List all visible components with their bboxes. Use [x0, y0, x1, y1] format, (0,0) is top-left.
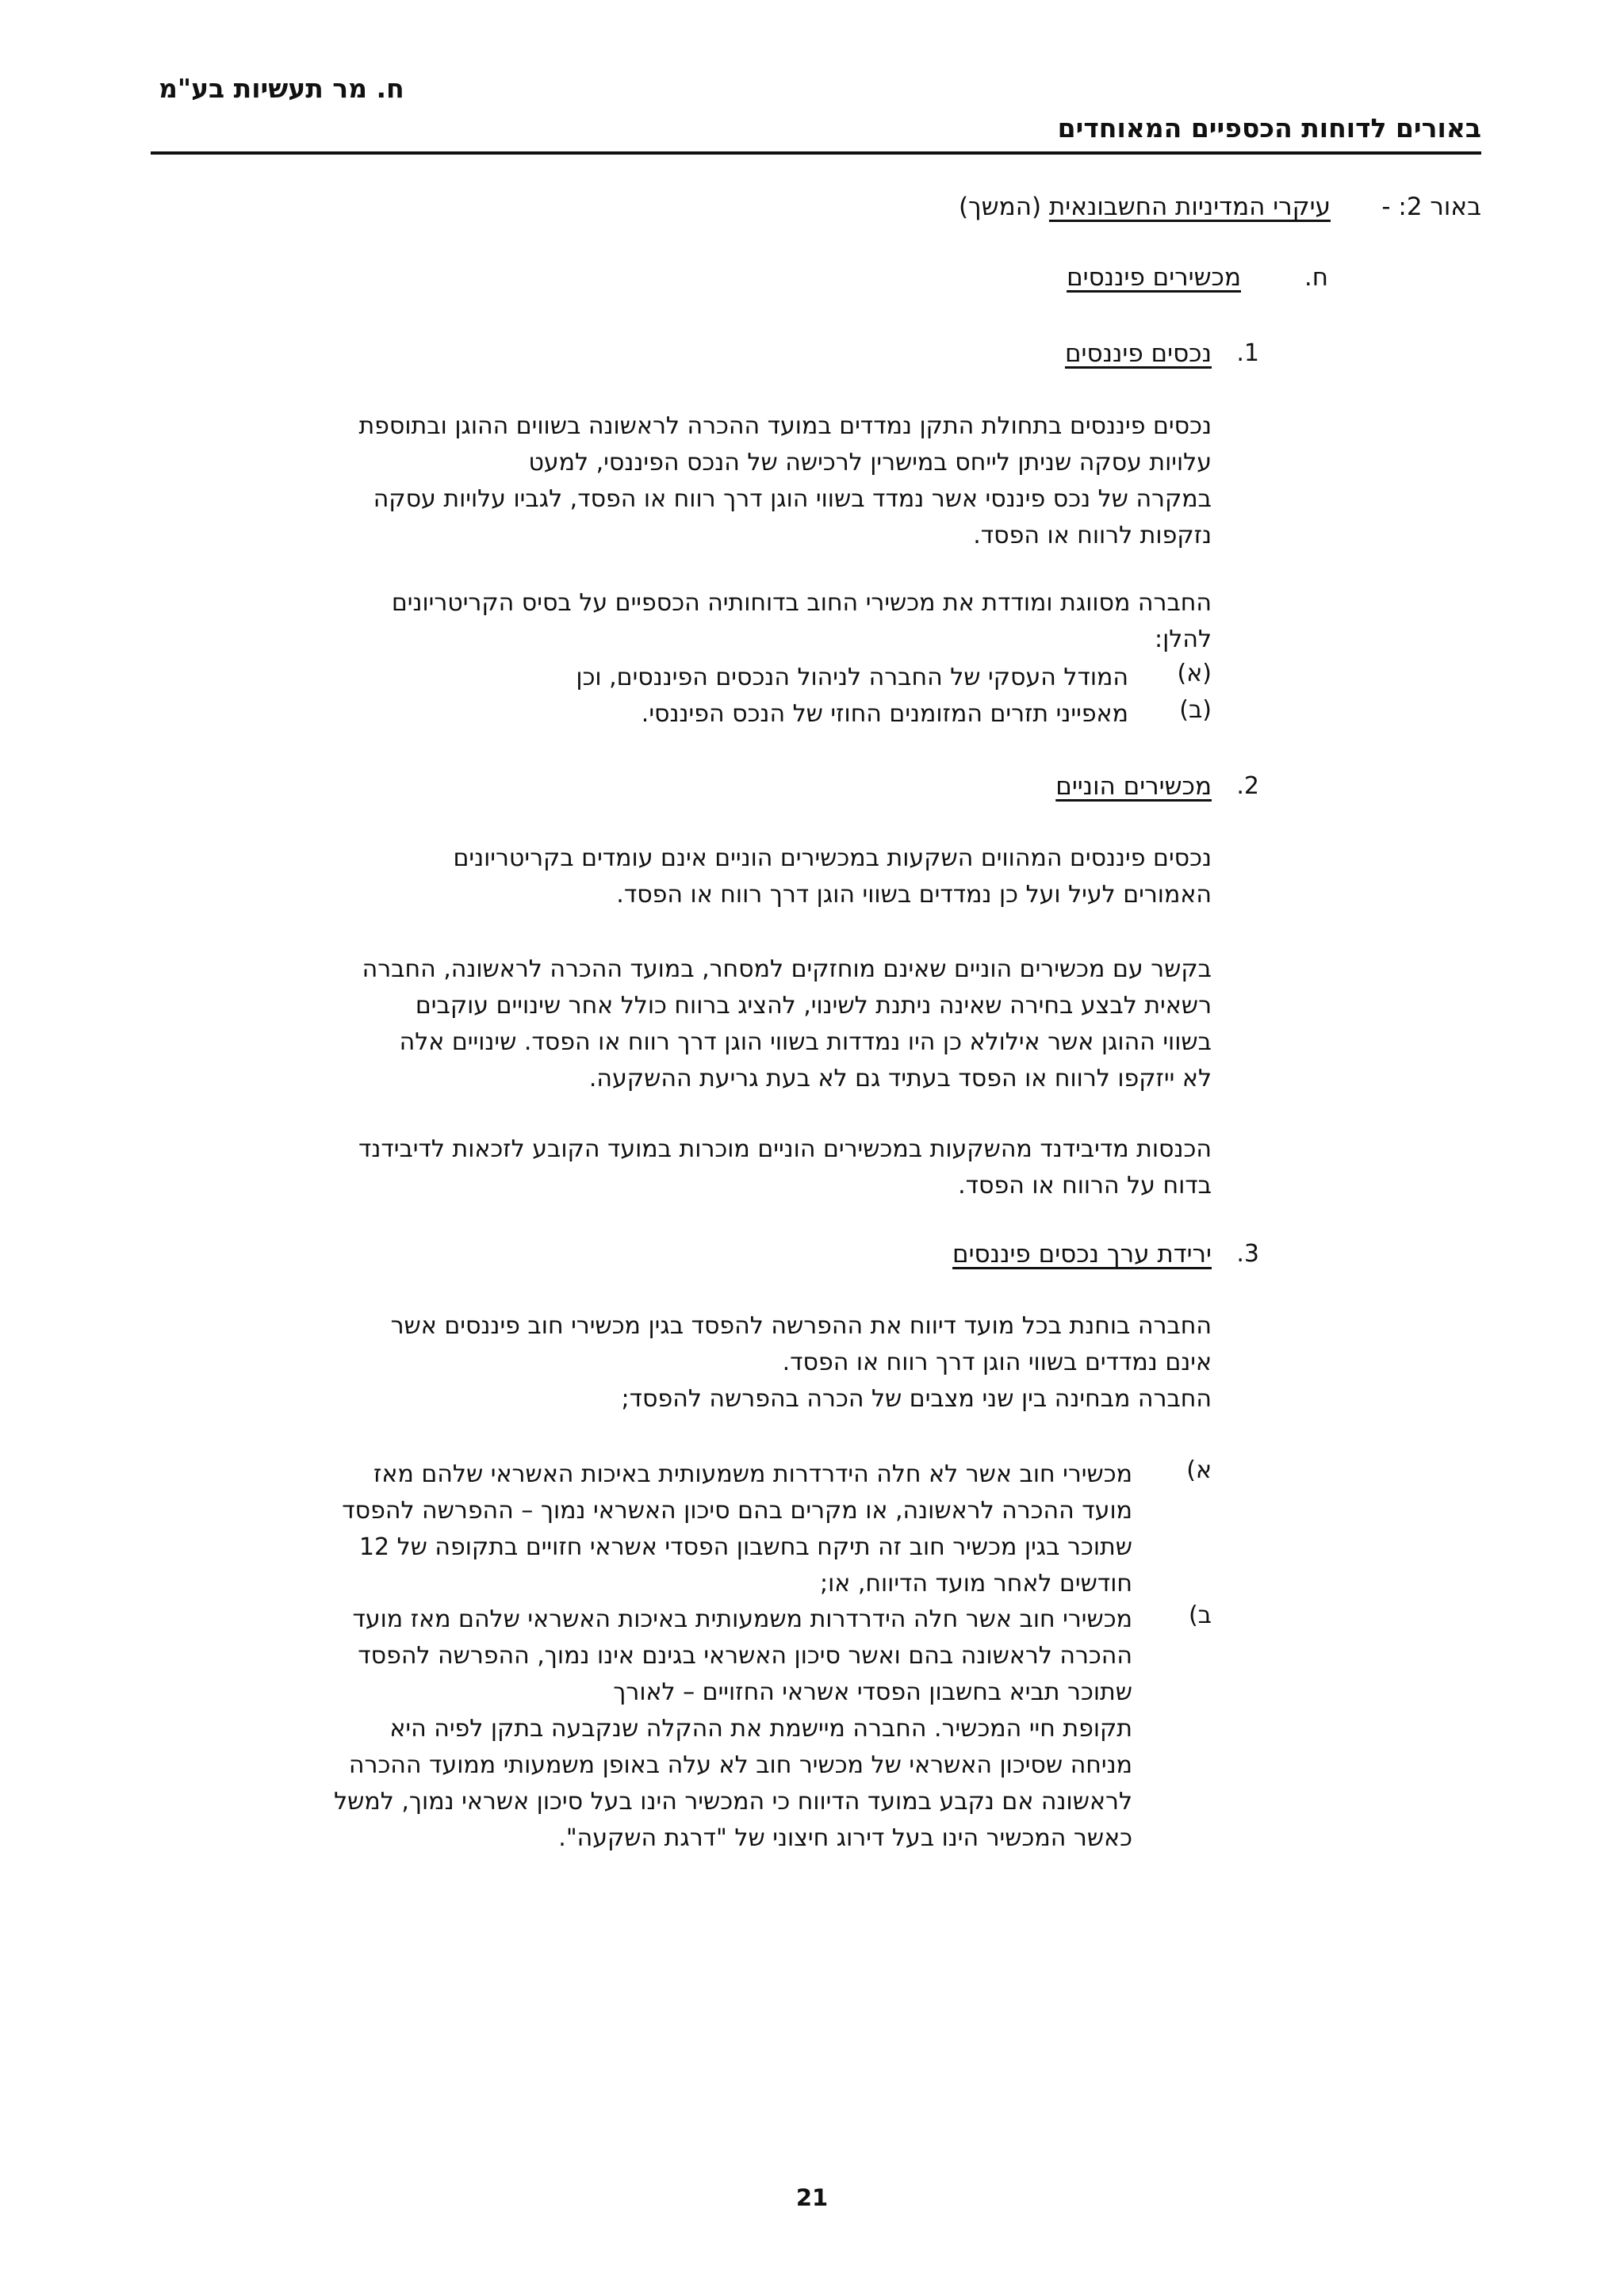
paragraph-line: עלויות עסקה שניתן לייחס במישרין לרכישה של הנכס הפיננסי, למעט	[528, 449, 1212, 476]
note-title	[959, 193, 1331, 221]
item-marker: ב)	[1188, 1601, 1212, 1629]
sub1-number: 1.	[1236, 339, 1259, 367]
paragraph-line: האמורים לעיל ועל כן נמדדים בשווי הוגן דרך רווח או הפסד.	[616, 881, 1212, 909]
paragraph-line: רשאית לבצע בחירה שאינה ניתנת לשינוי, להציג ברווח כולל אחר שינויים עוקבים	[415, 992, 1212, 1020]
sub2-paragraph-3	[155, 1131, 1212, 1204]
paragraph-line: נזקפות לרווח או הפסד.	[973, 522, 1212, 549]
item-marker: א)	[1186, 1456, 1212, 1484]
paragraph-line: שתוכר בגין מכשיר חוב זה תיקח בחשבון הפסדי אשראי חזויים בתקופה של 12	[358, 1533, 1132, 1561]
sub2-title: מכשירים הוניים	[1055, 772, 1212, 801]
paragraph-line: בקשר עם מכשירים הוניים שאינם מוחזקים למסחר, במועד ההכרה לראשונה, החברה	[362, 955, 1212, 983]
paragraph-line: החברה מבחינה בין שני מצבים של הכרה בהפרשה להפסד;	[621, 1385, 1212, 1413]
note-label: באור 2: -	[1381, 193, 1481, 221]
paragraph-line: נכסים פיננסים המהווים השקעות במכשירים הוניים אינם עומדים בקריטריונים	[453, 844, 1212, 872]
paragraph-line: במקרה של נכס פיננסי אשר נמדד בשווי הוגן דרך רווח או הפסד, לגביו עלויות עסקה	[373, 485, 1212, 513]
paragraph-line: בשווי ההוגן אשר אילולא כן היו נמדדות בשווי הוגן דרך רווח או הפסד. שינויים אלה	[399, 1028, 1212, 1056]
criteria-marker: (א)	[1177, 660, 1212, 687]
criteria-text: המודל העסקי של החברה לניהול הנכסים הפיננסים, וכן	[576, 664, 1128, 691]
paragraph-line: אינם נמדדים בשווי הוגן דרך רווח או הפסד.	[782, 1349, 1212, 1376]
page-number: 21	[795, 2184, 829, 2211]
sub3-paragraph-1	[155, 1308, 1212, 1418]
paragraph-line: בדוח על הרווח או הפסד.	[958, 1172, 1212, 1200]
paragraph-line: תקופת חיי המכשיר. החברה מיישמת את ההקלה שנקבעה בתקן לפיה היא	[389, 1715, 1132, 1743]
section-letter: ח.	[1304, 263, 1328, 292]
criteria-marker: (ב)	[1179, 696, 1212, 724]
paragraph-line: הכנסות מדיבידנד מהשקעות במכשירים הוניים מוכרות במועד הקובע לזכאות לדיבידנד	[358, 1135, 1212, 1163]
sub1-paragraph-2	[155, 585, 1212, 658]
company-name: ח. מר תעשיות בע"מ	[159, 73, 404, 104]
sub3-item-b	[155, 1601, 1132, 1857]
sub2-paragraph-1	[155, 840, 1212, 913]
criteria-text: מאפייני תזרים המזומנים החוזי של הנכס הפיננסי.	[641, 700, 1128, 728]
paragraph-line: מכשירי חוב אשר חלה הידרדרות משמעותית באיכות האשראי שלהם מאז מועד	[352, 1605, 1132, 1633]
sub1-title: נכסים פיננסים	[1064, 339, 1212, 368]
note-continued: (המשך)	[958, 193, 1042, 221]
header-divider	[151, 151, 1481, 155]
paragraph-line: מכשירי חוב אשר לא חלה הידרדרות משמעותית באיכות האשראי שלהם מאז	[373, 1460, 1132, 1488]
paragraph-line: נכסים פיננסים בתחולת התקן נמדדים במועד ההכרה לראשונה בשווים ההוגן ובתוספת	[358, 412, 1212, 440]
paragraph-line: החברה בוחנת בכל מועד דיווח את ההפרשה להפסד בגין מכשירי חוב פיננסים אשר	[390, 1312, 1212, 1340]
paragraph-line: מועד ההכרה לראשונה, או מקרים בהם סיכון האשראי נמוך – ההפרשה להפסד	[342, 1497, 1132, 1525]
paragraph-line: שתוכר תביא בחשבון הפסדי אשראי החזויים – לאורך	[613, 1678, 1132, 1706]
sub2-paragraph-2	[155, 951, 1212, 1097]
paragraph-line: לראשונה אם נקבע במועד הדיווח כי המכשיר הינו בעל סיכון אשראי נמוך, למשל	[334, 1788, 1132, 1816]
sub1-paragraph-1	[155, 408, 1212, 554]
sub2-number: 2.	[1236, 772, 1259, 800]
sub3-item-a	[155, 1456, 1132, 1602]
paragraph-line: מניחה שסיכון האשראי של מכשיר חוב לא עלה באופן משמעותי ממועד ההכרה	[348, 1751, 1132, 1779]
section-title: מכשירים פיננסים	[1067, 263, 1241, 292]
paragraph-line: לא ייזקפו לרווח או הפסד בעתיד גם לא בעת גריעת ההשקעה.	[588, 1065, 1212, 1093]
paragraph-line: להלן:	[1155, 626, 1212, 653]
paragraph-line: חודשים לאחר מועד הדיווח, או;	[819, 1570, 1132, 1598]
sub3-number: 3.	[1236, 1240, 1259, 1268]
paragraph-line: ההכרה לראשונה בהם ואשר סיכון האשראי בגינם אינו נמוך, ההפרשה להפסד	[358, 1642, 1132, 1670]
paragraph-line: החברה מסווגת ומודדת את מכשירי החוב בדוחותיה הכספיים על בסיס הקריטריונים	[391, 589, 1212, 617]
report-title: באורים לדוחות הכספיים המאוחדים	[1057, 113, 1481, 144]
sub3-title: ירידת ערך נכסים פיננסים	[952, 1240, 1212, 1269]
note-title-text: עיקרי המדיניות החשבונאית	[1048, 193, 1331, 221]
paragraph-line: כאשר המכשיר הינו בעל דירוג חיצוני של "דרגת השקעה".	[558, 1824, 1132, 1852]
